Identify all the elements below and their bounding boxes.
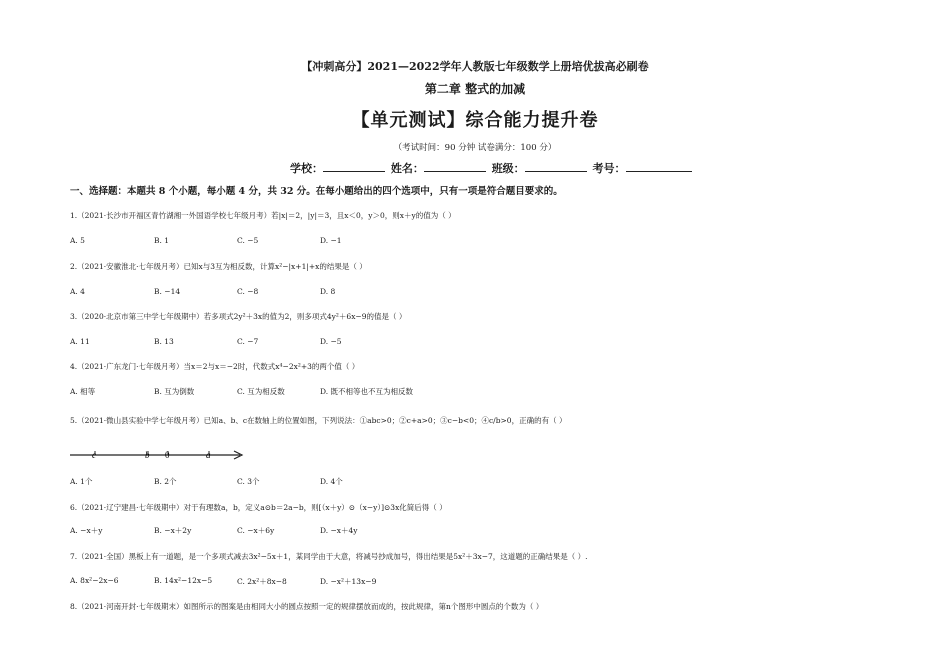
option-b: B. 2个 xyxy=(154,477,177,486)
option-c: C. 3个 xyxy=(237,477,260,486)
option-a: A. 5 xyxy=(70,236,85,245)
option-d: D. −x²＋13x−9 xyxy=(320,577,377,586)
school-blank xyxy=(323,160,385,172)
option-b: B. −x＋2y xyxy=(154,526,192,535)
option-b: B. 14x²−12x−5 xyxy=(154,576,213,585)
question-2-options xyxy=(70,287,890,299)
option-d: D. 4个 xyxy=(320,477,343,486)
option-a: A. −x＋y xyxy=(70,526,103,535)
option-a: A. 4 xyxy=(70,287,85,296)
exam-series-title: 【冲刺高分】2021—2022学年人教版七年级数学上册培优拔高必刷卷 xyxy=(301,60,649,73)
option-c: C. −5 xyxy=(237,236,259,245)
option-c: C. −7 xyxy=(237,337,259,346)
class-blank xyxy=(525,160,587,172)
option-d: D. −x＋4y xyxy=(320,526,358,535)
number-line-figure xyxy=(68,444,250,464)
school-label: 学校： xyxy=(290,162,323,175)
option-c: C. 2x²＋8x−8 xyxy=(237,577,287,586)
label-c: c xyxy=(92,450,96,460)
question-8: 8.（2021·河南开封·七年级期末）如图所示的图案是由相同大小的圆点按照一定的规律摆放而成的，按此规律，第n个图形中圆点的个数为（ ） xyxy=(70,602,544,611)
label-b: b xyxy=(145,450,150,460)
exam-number-label: 考号： xyxy=(592,162,626,175)
exam-number-blank xyxy=(626,160,692,172)
option-b: B. 1 xyxy=(154,236,170,245)
chapter-title: 第二章 整式的加减 xyxy=(424,82,526,96)
question-5-options xyxy=(70,476,890,488)
question-7: 7.（2021·全国）黑板上有一道题，是一个多项式减去3x²−5x＋1，某同学由于大意，将减号抄成加号，得出结果是5x²＋3x−7，这道题的正确结果是（ ）. xyxy=(70,552,588,561)
label-a: a xyxy=(206,450,211,460)
option-c: C. −8 xyxy=(237,287,259,296)
student-info-row xyxy=(290,160,694,176)
question-7-options xyxy=(70,576,890,588)
option-d: D. −1 xyxy=(320,236,342,245)
class-label: 班级： xyxy=(491,162,525,175)
option-d: D. 既不相等也不互为相反数 xyxy=(320,387,414,396)
question-1-options xyxy=(70,236,890,248)
question-3-options xyxy=(70,337,890,349)
label-zero: 0 xyxy=(165,450,170,460)
option-a: A. 8x²−2x−6 xyxy=(70,576,119,585)
section-heading: 一、选择题：本题共 8 个小题，每小题 4 分，共 32 分。在每小题给出的四个选项中，只有一项是符合题目要求的。 xyxy=(70,186,563,197)
option-d: D. 8 xyxy=(320,287,336,296)
option-b: B. 互为倒数 xyxy=(154,387,195,396)
option-a: A. 相等 xyxy=(70,387,96,396)
question-1: 1.（2021·长沙市开福区青竹湖湘一外国语学校七年级月考）若|x|＝2，|y|＝3，且x＜0，y＞0，则x＋y的值为（ ） xyxy=(70,211,456,220)
option-c: C. 互为相反数 xyxy=(237,387,285,396)
option-a: A. 1个 xyxy=(70,477,93,486)
test-title: 【单元测试】综合能力提升卷 xyxy=(351,110,599,131)
question-6-options xyxy=(70,525,890,537)
question-4: 4.（2021·广东龙门·七年级月考）当x＝2与x＝−2时，代数式x⁴−2x²+3的两个值（ ） xyxy=(70,362,360,371)
exam-time-info: （考试时间：90 分钟 试卷满分：100 分） xyxy=(393,143,557,153)
option-a: A. 11 xyxy=(70,337,90,346)
option-b: B. −14 xyxy=(154,287,181,296)
option-c: C. −x＋6y xyxy=(237,526,275,535)
name-blank xyxy=(424,160,486,172)
question-5: 5.（2021·微山县实验中学七年级月考）已知a、b、c在数轴上的位置如图，下列说法：①abc>0；②c+a>0；③c−b<0；④c/b>0，正确的有（ ） xyxy=(70,416,567,425)
question-2: 2.（2021·安徽淮北·七年级月考）已知x与3互为相反数，计算x²−|x+1|+x的结果是（ ） xyxy=(70,262,367,271)
question-6: 6.（2021·辽宁建昌·七年级期中）对于有理数a，b，定义a⊙b＝2a−b，则[（x＋y）⊙（x−y）]⊙3x化简后得（ ） xyxy=(70,503,447,512)
option-b: B. 13 xyxy=(154,337,174,346)
option-d: D. −5 xyxy=(320,337,342,346)
name-label: 姓名： xyxy=(390,162,424,175)
question-4-options xyxy=(70,386,890,398)
question-3: 3.（2020·北京市第三中学七年级期中）若多项式2y²＋3x的值为2，则多项式4y²＋6x−9的值是（ ） xyxy=(70,312,407,321)
